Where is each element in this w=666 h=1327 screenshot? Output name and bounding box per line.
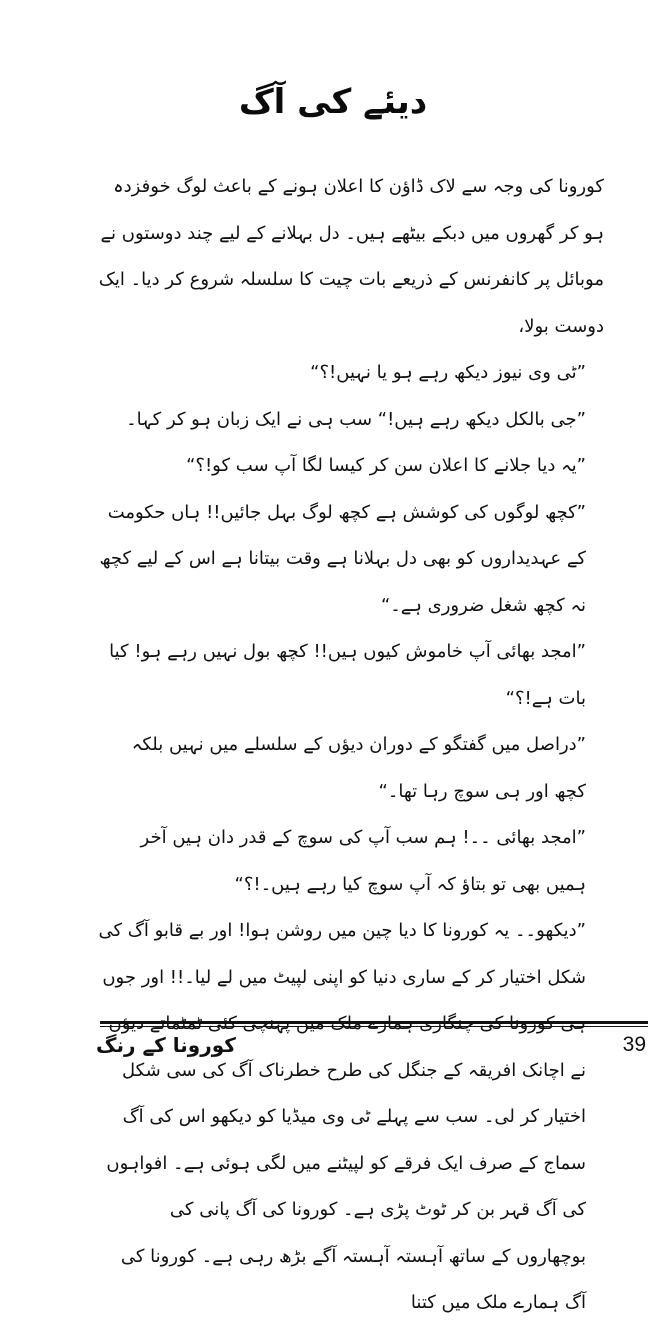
paragraph-dialogue: ”یہ دیا جلانے کا اعلان سن کر کیسا لگا آپ سب کو!؟“ — [186, 455, 586, 476]
paragraph-dialogue: ”ٹی وی نیوز دیکھ رہے ہو یا نہیں!؟“ — [310, 362, 586, 383]
paragraph-dialogue: ”جی بالکل دیکھ رہے ہیں!“ سب ہی نے ایک زبان ہو کر کہا۔ — [126, 408, 586, 430]
paragraph-intro: کورونا کی وجہ سے لاک ڈاؤن کا اعلان ہونے کے باعث لوگ خوفزدہ ہو کر گھروں میں دبکے بیٹھے ہیں۔ دل بہلانے کے لیے چند دوستوں نے موبائل پر کانفرنس کے ذریعے بات چیت کا سلسلہ شروع کر دیا۔ ایک دوست بولا، — [98, 176, 604, 337]
paragraph-dialogue: ”امجد بھائی ۔۔! ہم سب آپ کی سوچ کے قدر دان ہیں آخر ہمیں بھی تو بتاؤ کہ آپ سوچ کیا رہے ہیں۔!؟“ — [140, 827, 586, 895]
running-footer-book-title: کورونا کے رنگ — [96, 1033, 236, 1057]
paragraph-dialogue: ”کچھ لوگوں کی کوشش ہے کچھ لوگ بہل جائیں!! ہاں حکومت کے عہدیداروں کو بھی دل بہلانا ہے وقت بیتانا ہے اس کے لیے کچھ نہ کچھ شغل ضروری ہے۔“ — [99, 501, 586, 616]
story-title: دیئے کی آگ — [238, 82, 428, 122]
paragraph-dialogue: ”دراصل میں گفتگو کے دوران دیؤں کے سلسلے میں نہیں بلکہ کچھ اور ہی سوچ رہا تھا۔“ — [131, 734, 586, 802]
paragraph-dialogue: ”دیکھو۔۔ یہ کورونا کا دیا چین میں روشن ہوا! اور بے قابو آگ کی شکل اختیار کر کے ساری دنیا کو اپنی لپیٹ میں لے لیا۔!! اور جوں نے اچانک افریقہ کے جنگل کی طرح خطرناک آگ کی سی شکل اختیار کر لی۔ سب سے پہلے ٹی وی میڈیا کو دیکھو اس کی آگ سماج کے صرف ایک فرقے کو لپیٹنے میں لگی ہوئی ہے۔ افواہوں کی آگ قہر بن کر ٹوٹ پڑی ہے۔ کورونا کی آگ پانی کی بوچھاروں کے ساتھ آہستہ آہستہ آگے بڑھ رہی ہے۔ کورونا کی آگ ہمارے ملک میں کتنا — [98, 920, 586, 1313]
page-number: 39 — [622, 1033, 646, 1056]
footer-divider — [100, 1021, 648, 1024]
paragraph-dialogue: ”امجد بھائی آپ خاموش کیوں ہیں!! کچھ بول نہیں رہے ہو! کیا بات ہے!؟“ — [109, 641, 586, 709]
story-body — [96, 164, 604, 1327]
footer-divider-thin — [100, 1026, 648, 1027]
